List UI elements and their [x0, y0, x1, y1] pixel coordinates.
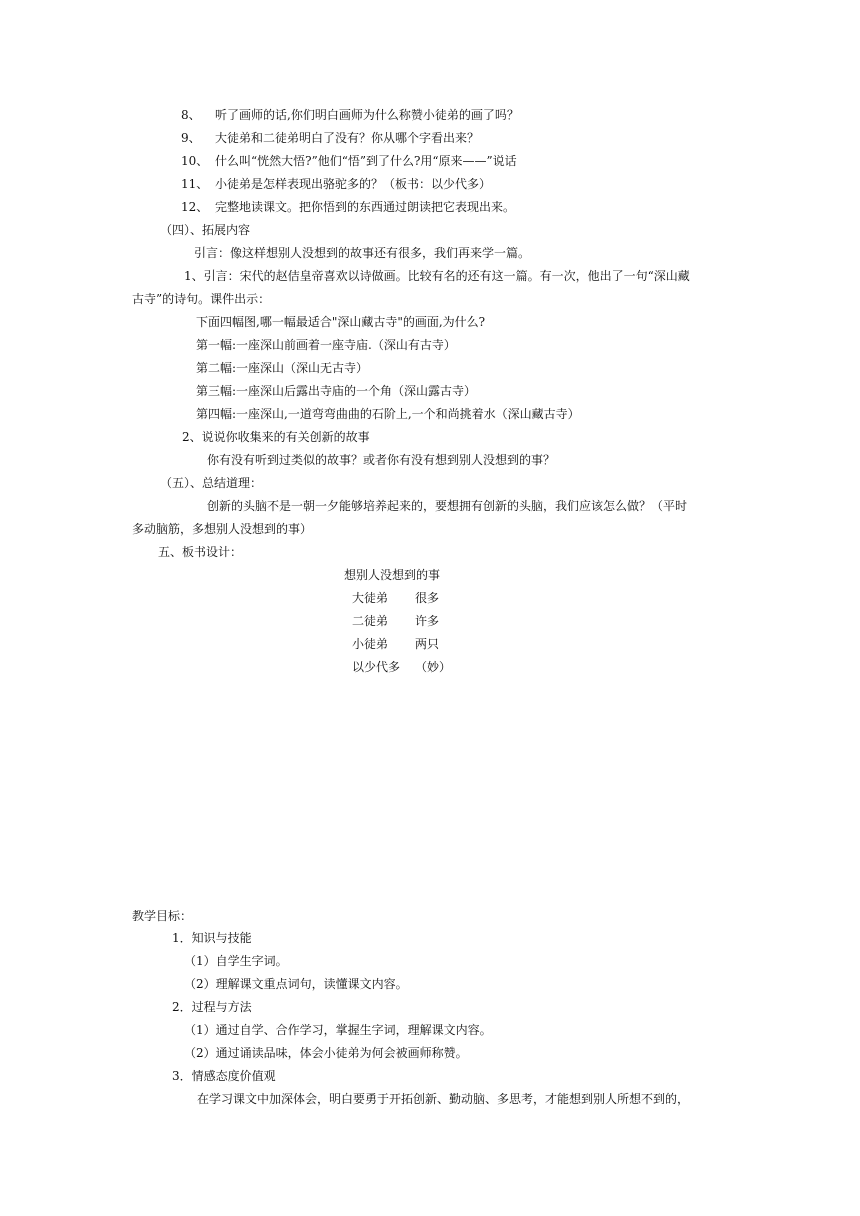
goal-category: 2．过程与方法 — [172, 1000, 252, 1014]
paragraph-line: 你有没有听到过类似的故事？或者你有没有想到别人没想到的事？ — [207, 453, 556, 467]
picture-question: 下面四幅图,哪一幅最适合"深山藏古寺"的画面,为什么? — [196, 315, 486, 329]
intro-text: 引言：像这样想别人没想到的故事还有很多，我们再来学一篇。 — [194, 246, 531, 260]
goal-item: （1）自学生字词。 — [184, 954, 288, 968]
board-row: 大徒弟 很多 — [352, 591, 440, 605]
picture-option: 第四幅:一座深山,一道弯弯曲曲的石阶上,一个和尚挑着水（深山藏古寺） — [196, 407, 580, 421]
question-item: 12、 完整地读课文。把你悟到的东西通过朗读把它表现出来。 — [181, 200, 516, 214]
paragraph-line: 2、说说你收集来的有关创新的故事 — [182, 430, 370, 444]
section-heading: （四）、拓展内容 — [160, 223, 251, 237]
paragraph-line: 古寺”的诗句。课件出示： — [132, 292, 271, 306]
paragraph-line: 1、引言：宋代的赵佶皇帝喜欢以诗做画。比较有名的还有这一篇。有一次，他出了一句“深山藏 — [184, 269, 690, 283]
board-title: 想别人没想到的事 — [344, 568, 441, 582]
board-row: 以少代多 （妙） — [352, 660, 452, 674]
goal-category: 1．知识与技能 — [172, 931, 252, 945]
board-row: 小徒弟 两只 — [352, 637, 440, 651]
paragraph-line: 创新的头脑不是一朝一夕能够培养起来的，要想拥有创新的头脑，我们应该怎么做？（平时 — [207, 499, 688, 513]
paragraph-line: 多动脑筋，多想别人没想到的事） — [132, 522, 313, 536]
question-item: 10、 什么叫“恍然大悟?”他们“悟”到了什么?用“原来——”说话 — [181, 154, 517, 168]
question-item: 9、 大徒弟和二徒弟明白了没有？你从哪个字看出来？ — [181, 131, 480, 145]
board-row: 二徒弟 许多 — [352, 614, 440, 628]
section-heading: 五、板书设计： — [158, 545, 243, 559]
goal-item: （1）通过自学、合作学习，掌握生字词，理解课文内容。 — [184, 1023, 492, 1037]
picture-option: 第三幅:一座深山后露出寺庙的一个角（深山露古寺） — [196, 384, 477, 398]
goal-item: （2）理解课文重点词句，读懂课文内容。 — [184, 977, 408, 991]
question-item: 8、 听了画师的话,你们明白画师为什么称赞小徒弟的画了吗？ — [181, 108, 519, 122]
picture-option: 第一幅:一座深山前画着一座寺庙.（深山有古寺） — [196, 338, 456, 352]
section-heading: （五）、总结道理： — [160, 476, 263, 490]
paragraph-line: 在学习课文中加深体会，明白要勇于开拓创新、勤动脑、多思考，才能想到别人所想不到的， — [197, 1092, 690, 1106]
goal-item: （2）通过诵读品味，体会小徒弟为何会被画师称赞。 — [184, 1046, 468, 1060]
goal-category: 3．情感态度价值观 — [172, 1069, 276, 1083]
picture-option: 第二幅:一座深山（深山无古寺） — [196, 361, 369, 375]
goals-heading: 教学目标： — [132, 909, 193, 923]
question-item: 11、 小徒弟是怎样表现出骆驼多的？（板书：以少代多） — [181, 177, 492, 191]
